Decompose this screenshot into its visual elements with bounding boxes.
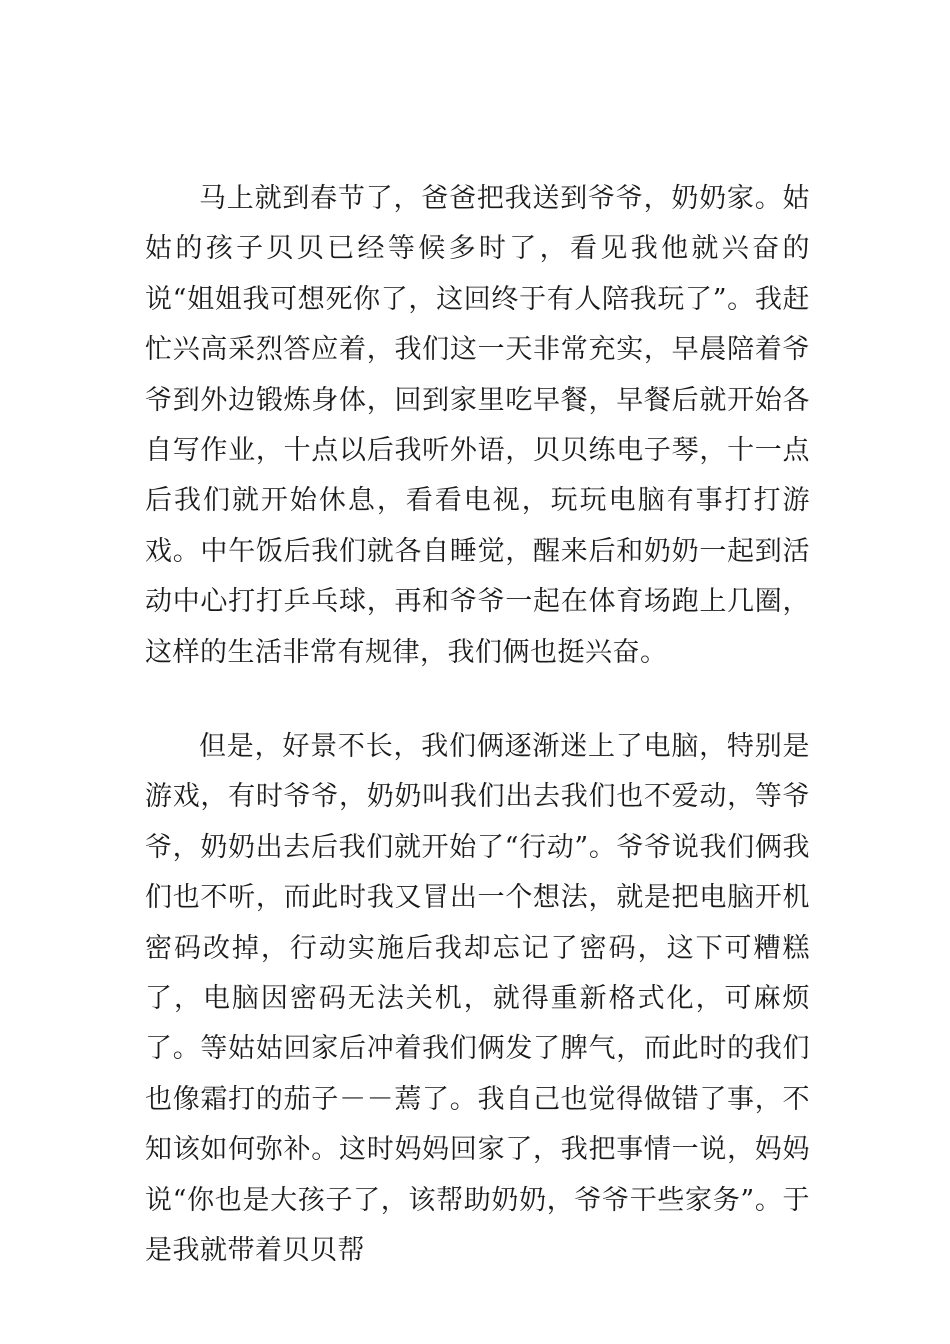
paragraph-1: 马上就到春节了，爸爸把我送到爷爷，奶奶家。姑姑的孩子贝贝已经等候多时了，看见我他就兴奋的说“姐姐我可想死你了，这回终于有人陪我玩了”。我赶忙兴高采烈答应着，我们这一天非常充实，早晨陪着爷爷到外边锻炼身体，回到家里吃早餐，早餐后就开始各自写作业，十点以后我听外语，贝贝练电子琴，十一点后我们就开始休息，看看电视，玩玩电脑有事打打游戏。中午饭后我们就各自睡觉，醒来后和奶奶一起到活动中心打打乒乓球，再和爷爷一起在体育场跑上几圈，这样的生活非常有规律，我们俩也挺兴奋。 [145,183,810,668]
paragraph-2: 但是，好景不长，我们俩逐渐迷上了电脑，特别是游戏，有时爷爷，奶奶叫我们出去我们也不爱动，等爷爷，奶奶出去后我们就开始了“行动”。爷爷说我们俩我们也不听，而此时我又冒出一个想法，就是把电脑开机密码改掉，行动实施后我却忘记了密码，这下可糟糕了，电脑因密码无法关机，就得重新格式化，可麻烦了。等姑姑回家后冲着我们俩发了脾气，而此时的我们也像霜打的茄子－－蔫了。我自己也觉得做错了事，不知该如何弥补。这时妈妈回家了，我把事情一说，妈妈说“你也是大孩子了，该帮助奶奶，爷爷干些家务”。于是我就带着贝贝帮 [145,731,810,1267]
